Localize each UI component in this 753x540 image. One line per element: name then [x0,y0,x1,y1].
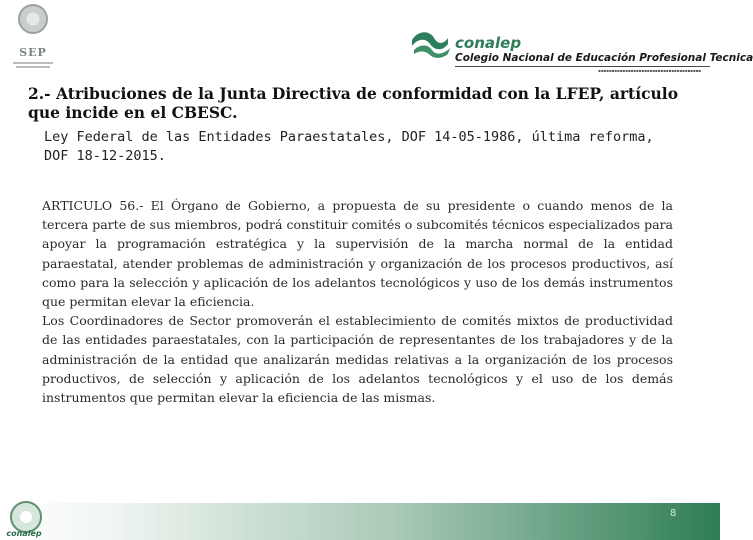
article-paragraph: Los Coordinadores de Sector promoverán el establecimiento de comités mixtos de productividad de las entidades paraestatales, con la participación de representantes de los trabajadores y de la administración de la entidad que analizarán medidas relativas a la organización de los procesos productivos, de selección y aplicación de los adelantos tecnológicos y el uso de los demás instrumentos que permitan elevar la eficiencia de las mismas. [42,313,673,406]
conalep-wordmark: conalep [455,34,522,52]
article-text [42,196,673,407]
footer-logo-text: conalep [6,529,42,538]
conalep-mark-icon [408,28,452,58]
slide-title: 2.- Atribuciones de la Junta Directiva de conformidad con la LFEP, artículo que incide en el CBESC. [28,84,679,122]
law-reference: Ley Federal de las Entidades Paraestatales, DOF 14-05-1986, última reforma, DOF 18-12-2015. [44,129,654,164]
mexico-seal-icon [18,4,48,34]
sep-logo [6,4,56,76]
conalep-header-logo [408,26,753,74]
sep-logo-text: SEP [19,46,47,59]
conalep-full-name: Colegio Nacional de Educación Profesional Tecnica [455,52,753,64]
conalep-divider [455,66,710,67]
page-number: 8 [670,508,677,519]
article-paragraph: ARTICULO 56.- El Órgano de Gobierno, a propuesta de su presidente o cuando menos de la tercera parte de sus miembros, podrá constituir comités o subcomités técnicos especializados para apoyar la programación estratégica y la supervisión de la marcha normal de la entidad paraestatal, atender problemas de administración y organización de los procesos productivos, así como para la selección y aplicación de los adelantos tecnológicos y uso de los demás instrumentos que permitan elevar la eficiencia. [42,198,673,310]
footer-gradient-bar [0,503,720,540]
footer-logo [2,501,46,540]
sep-subtitle-lines [10,60,56,70]
conalep-fine-print: ▪▪▪▪▪▪▪▪▪▪▪▪▪▪▪▪▪▪▪▪▪▪▪▪▪▪▪▪▪▪▪▪▪▪▪▪▪▪ [598,68,702,73]
